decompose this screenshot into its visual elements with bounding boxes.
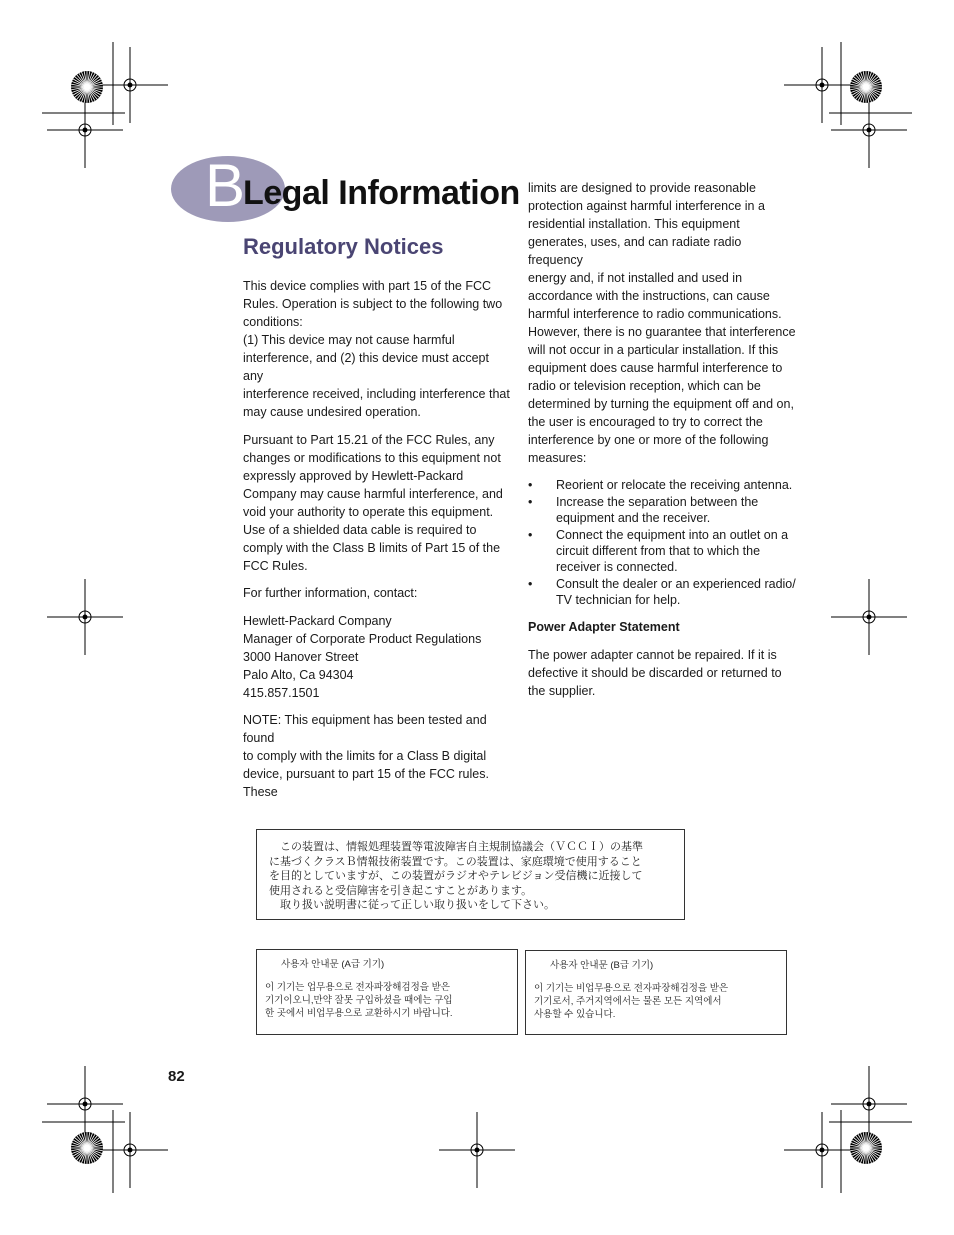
registration-dot <box>867 1102 872 1107</box>
address-line: Hewlett-Packard Company <box>243 613 392 628</box>
text-line: (1) This device may not cause harmful <box>243 333 455 347</box>
text-line: For further information, contact: <box>243 586 418 600</box>
list-item-text: Increase the separation between the <box>556 495 759 509</box>
vcci-line: を目的としていますが、この装置がラジオやテレビジョン受信機に近接して <box>269 870 643 882</box>
text-line: the supplier. <box>528 683 596 698</box>
text-line: will not occur in a particular installation. If this <box>528 343 779 357</box>
list-item-text: circuit different from that to which the <box>556 544 761 558</box>
text-line: interference by one or more of the following <box>528 433 769 447</box>
korean-line: 이 기기는 업무용으로 전자파장해검정을 받은 <box>265 982 450 993</box>
text-line: expressly approved by Hewlett-Packard <box>243 468 464 483</box>
page-title: Legal Information <box>243 174 520 212</box>
vcci-notice-box <box>256 829 685 920</box>
vcci-line: 取り扱い説明書に従って正しい取り扱いをして下さい。 <box>269 899 555 911</box>
text-line: void your authority to operate this equipment. <box>243 504 494 519</box>
registration-dot <box>820 1148 825 1153</box>
bullet-icon: • <box>528 495 533 509</box>
text-line: conditions: <box>243 315 303 329</box>
fcc-compliance-paragraph <box>243 277 511 421</box>
contact-address <box>243 612 511 702</box>
list-item <box>528 527 798 575</box>
list-item-text: Consult the dealer or an experienced radio/ <box>556 577 796 591</box>
text-line: interference, and (2) this device must accept any <box>243 351 489 383</box>
list-item-text: equipment and the receiver. <box>556 511 711 525</box>
registration-dot <box>83 615 88 620</box>
text-line: energy and, if not installed and used in <box>528 271 743 285</box>
vcci-line: この装置は、情報処理装置等電波障害自主規制協議会（ＶＣＣＩ）の基準 <box>269 841 643 853</box>
korean-line: 기기로서, 주거지역에서는 물론 모든 지역에서 <box>534 996 722 1007</box>
korean-notice-a-text <box>265 958 510 1020</box>
page-number: 82 <box>168 1068 185 1085</box>
text-line: This device complies with part 15 of the FCC <box>243 279 492 293</box>
list-item <box>528 477 798 493</box>
korean-line: 한 곳에서 비업무용으로 교환하시기 바랍니다. <box>265 1008 453 1019</box>
text-line: residential installation. This equipment <box>528 217 740 231</box>
text-line: Rules. Operation is subject to the following two <box>243 297 503 311</box>
korean-notice-a-heading: 사용자 안내문 (A급 기기) <box>281 959 385 970</box>
text-line: However, there is no guarantee that interference <box>528 325 796 339</box>
section-title: Regulatory Notices <box>243 234 444 259</box>
color-wheel-center <box>863 1145 869 1151</box>
list-item-text: TV technician for help. <box>556 593 681 607</box>
text-line: device, pursuant to part 15 of the FCC rules. These <box>243 767 489 799</box>
list-item <box>528 576 798 608</box>
registration-dot <box>867 615 872 620</box>
text-line: defective it should be discarded or returned to <box>528 665 782 680</box>
registration-dot <box>820 83 825 88</box>
vcci-notice-text <box>269 840 677 913</box>
registration-dot <box>83 128 88 133</box>
address-line: Palo Alto, Ca 94304 <box>243 667 354 682</box>
text-line: equipment does cause harmful interference to <box>528 361 783 375</box>
text-line: protection against harmful interference in a <box>528 199 765 213</box>
text-line: changes or modifications to this equipment not <box>243 450 501 465</box>
measures-list <box>528 477 798 608</box>
text-line: Pursuant to Part 15.21 of the FCC Rules, any <box>243 432 495 447</box>
bullet-icon: • <box>528 528 533 542</box>
text-line: Company may cause harmful interference, and <box>243 486 503 501</box>
korean-notice-b-text <box>534 959 779 1021</box>
address-line: Manager of Corporate Product Regulations <box>243 631 482 646</box>
text-line: interference received, including interference that <box>243 387 510 401</box>
further-info-paragraph <box>243 584 511 602</box>
text-line: harmful interference to radio communications. <box>528 307 782 321</box>
note-paragraph <box>243 711 511 801</box>
power-adapter-paragraph <box>528 646 798 700</box>
text-line: accordance with the instructions, can cause <box>528 289 770 303</box>
korean-notice-class-b <box>525 950 787 1035</box>
color-wheel-center <box>84 1145 90 1151</box>
registration-dot <box>475 1148 480 1153</box>
bullet-icon: • <box>528 577 533 591</box>
bullet-icon: • <box>528 478 533 492</box>
text-line: limits are designed to provide reasonable <box>528 181 756 195</box>
text-line: comply with the Class B limits of Part 15 of the <box>243 540 501 555</box>
korean-line: 기기이오니,만약 잘못 구입하셨을 때에는 구입 <box>265 995 453 1006</box>
modifications-paragraph <box>243 431 511 575</box>
list-item-text: Connect the equipment into an outlet on a <box>556 528 789 542</box>
korean-line: 사용할 수 있습니다. <box>534 1009 616 1020</box>
vcci-line: 使用されると受信障害を引き起こすことがあります。 <box>269 884 533 897</box>
korean-line: 이 기기는 비업무용으로 전자파장해검정을 받은 <box>534 983 729 994</box>
korean-notice-a-body <box>265 981 510 1020</box>
limits-paragraph <box>528 179 798 467</box>
list-item-text: receiver is connected. <box>556 560 678 574</box>
color-wheel-center <box>84 84 90 90</box>
address-line: 3000 Hanover Street <box>243 649 359 664</box>
text-line: NOTE: This equipment has been tested and found <box>243 713 487 745</box>
list-item <box>528 494 798 526</box>
power-adapter-heading: Power Adapter Statement <box>528 620 680 634</box>
text-line: FCC Rules. <box>243 558 308 573</box>
right-column <box>528 179 798 709</box>
text-line: measures: <box>528 451 587 465</box>
text-line: The power adapter cannot be repaired. If it is <box>528 647 777 662</box>
registration-dot <box>867 128 872 133</box>
text-line: generates, uses, and can radiate radio frequency <box>528 235 742 267</box>
address-line: 415.857.1501 <box>243 685 320 700</box>
text-line: Use of a shielded data cable is required to <box>243 522 477 537</box>
registration-dot <box>83 1102 88 1107</box>
list-item-text: Reorient or relocate the receiving antenna. <box>556 478 793 492</box>
text-line: to comply with the limits for a Class B digital <box>243 749 487 763</box>
left-column <box>243 277 511 811</box>
text-line: the user is encouraged to try to correct the <box>528 415 763 429</box>
korean-notice-b-heading: 사용자 안내문 (B급 기기) <box>550 960 654 971</box>
chapter-letter: B <box>205 152 246 219</box>
text-line: may cause undesired operation. <box>243 405 421 419</box>
korean-notice-b-body <box>534 982 779 1021</box>
vcci-line: に基づくクラスＢ情報技術装置です。この装置は、家庭環境で使用すること <box>269 855 642 868</box>
registration-dot <box>128 1148 133 1153</box>
text-line: determined by turning the equipment off and on, <box>528 397 794 411</box>
korean-notice-class-a <box>256 949 518 1035</box>
color-wheel-center <box>863 84 869 90</box>
registration-dot <box>128 83 133 88</box>
text-line: radio or television reception, which can be <box>528 379 761 393</box>
